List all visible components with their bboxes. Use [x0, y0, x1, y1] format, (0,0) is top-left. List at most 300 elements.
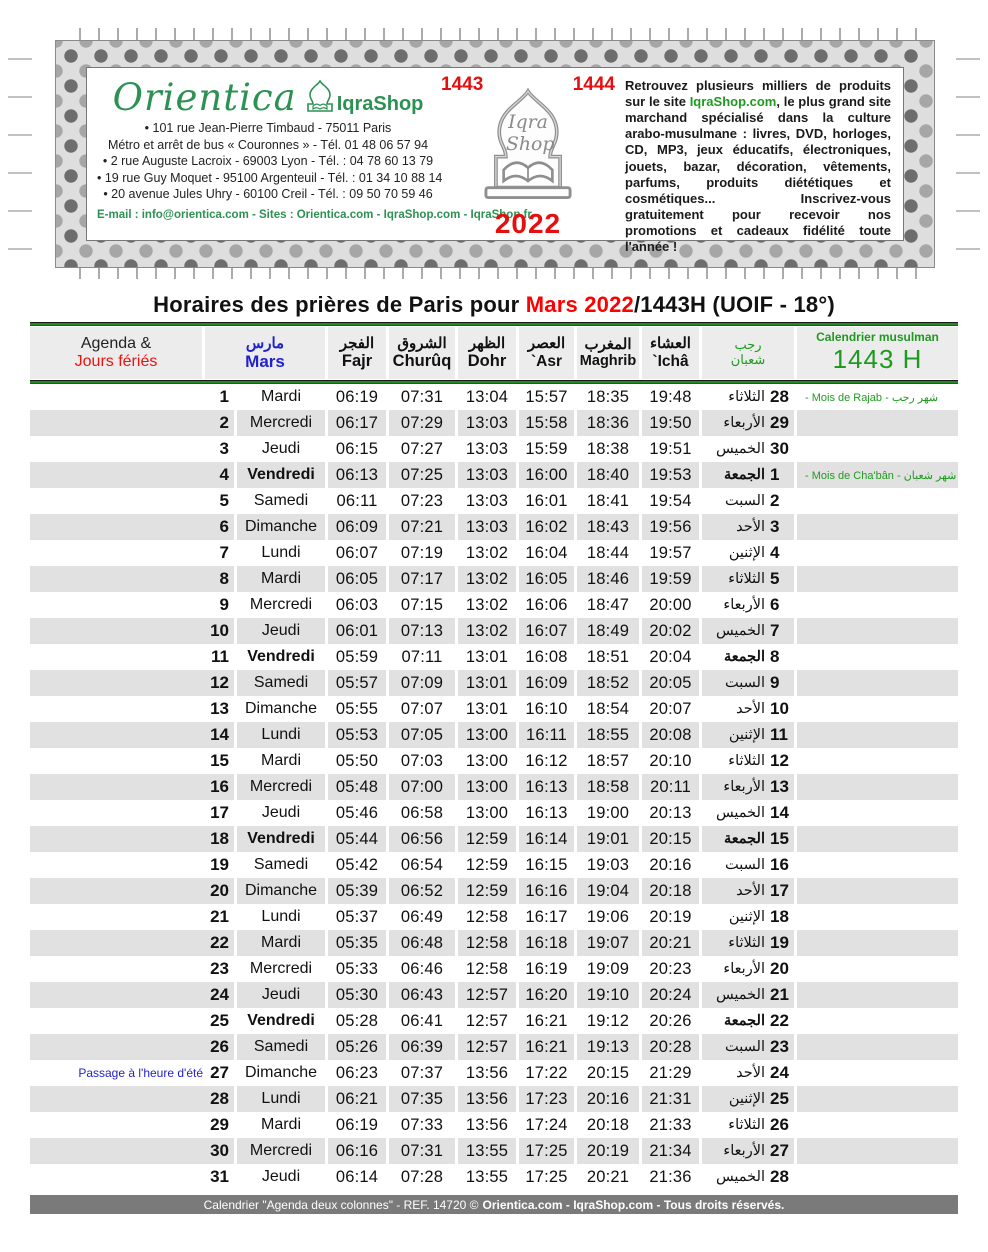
- dohr-time: 13:03: [458, 462, 516, 488]
- orientica-logo: Orientica: [112, 75, 297, 119]
- dohr-time: 12:58: [465, 959, 509, 978]
- churuq-time: 07:28: [400, 1167, 444, 1186]
- header-banner: [0, 0, 988, 288]
- dohr-time: 13:56: [465, 1115, 509, 1134]
- hijri-day: 3: [770, 517, 780, 536]
- fajr-time: 05:57: [328, 670, 386, 696]
- header-agenda-line2: Jours fériés: [74, 353, 158, 370]
- weekday-name-arabic: الأحد: [736, 701, 765, 717]
- weekday-name-arabic: السبت: [725, 493, 765, 509]
- dohr-time: 13:01: [465, 647, 509, 666]
- hijri-month-annotation: [797, 592, 958, 618]
- fajr-time: 05:59: [335, 647, 379, 666]
- weekday-name-arabic: الثلاثاء: [728, 571, 765, 587]
- table-row: [30, 696, 958, 722]
- weekday-name: Vendredi: [247, 1012, 315, 1029]
- icha-time: 20:08: [642, 722, 699, 748]
- asr-time: 16:08: [525, 647, 568, 666]
- table-row: [30, 1060, 958, 1086]
- header-prayer-column: [642, 327, 699, 379]
- dohr-time: 13:04: [465, 387, 509, 406]
- asr-time: 16:19: [525, 959, 568, 978]
- dohr-time: 13:56: [465, 1063, 509, 1082]
- asr-time: 15:57: [525, 387, 568, 406]
- gregorian-day: 21: [210, 907, 229, 926]
- fajr-time: 05:30: [328, 982, 386, 1008]
- title-suffix: /1443H (UOIF - 18°): [633, 292, 835, 317]
- table-row: [30, 436, 958, 462]
- gregorian-day: 29: [210, 1115, 229, 1134]
- gregorian-day: 23: [210, 959, 229, 978]
- dohr-time: 13:00: [465, 751, 509, 770]
- hijri-month-annotation: [797, 1164, 958, 1190]
- hijri-day: 13: [770, 777, 789, 796]
- prayer-name-arabic: العشاء: [650, 335, 691, 353]
- churuq-time: 06:48: [389, 930, 455, 956]
- iqrashop-logo-text: IqraShop: [336, 93, 424, 115]
- hijri-cell: [702, 1060, 794, 1086]
- hijri-day: 9: [770, 673, 780, 692]
- hijri-day: 29: [770, 413, 789, 432]
- churuq-time: 07:35: [389, 1086, 455, 1112]
- fajr-time: 06:01: [328, 618, 386, 644]
- agenda-cell: [30, 878, 234, 904]
- maghrib-time: 19:07: [577, 930, 639, 956]
- weekday-name-arabic: الأربعاء: [723, 961, 765, 977]
- fajr-time: 05:37: [335, 907, 379, 926]
- table-row: [30, 566, 958, 592]
- maghrib-time: 18:40: [577, 462, 639, 488]
- asr-time: 17:23: [519, 1086, 574, 1112]
- table-row: [30, 670, 958, 696]
- asr-time: 15:59: [525, 439, 568, 458]
- gregorian-day: 20: [210, 881, 229, 900]
- hijri-month-annotation: [797, 800, 958, 826]
- churuq-time: 07:09: [389, 670, 455, 696]
- icha-time: 20:19: [649, 907, 692, 926]
- gregorian-day: 19: [210, 855, 229, 874]
- dohr-time: 12:58: [465, 907, 509, 926]
- weekday-name-arabic: الخميس: [715, 623, 765, 639]
- footer-text-bold: Orientica.com - IqraShop.com - Tous droits réservés.: [482, 1197, 785, 1212]
- dohr-time: 13:02: [465, 595, 509, 614]
- asr-time: 16:04: [525, 543, 568, 562]
- gregorian-day: 24: [210, 985, 229, 1004]
- icha-time: 19:54: [649, 491, 692, 510]
- weekday-name: Mercredi: [249, 960, 313, 977]
- agenda-cell: [30, 1034, 234, 1060]
- hijri-day: 21: [770, 985, 789, 1004]
- promo-site-link[interactable]: IqraShop.com: [689, 94, 777, 110]
- agenda-cell: [30, 1086, 234, 1112]
- table-row: [30, 956, 958, 982]
- hijri-month-annotation: [797, 1034, 958, 1060]
- hijri-month-annotation: [797, 956, 958, 982]
- fajr-time: 05:35: [328, 930, 386, 956]
- dohr-time: 13:56: [458, 1086, 516, 1112]
- asr-time: 16:00: [519, 462, 574, 488]
- weekday-name-arabic: الخميس: [715, 1169, 765, 1185]
- asr-time: 16:05: [519, 566, 574, 592]
- table-row: [30, 852, 958, 878]
- gregorian-day: 1: [219, 387, 229, 406]
- hijri-cell: [702, 982, 794, 1008]
- maghrib-time: 18:52: [577, 670, 639, 696]
- weekday-name: Mardi: [260, 1116, 301, 1133]
- icha-time: 19:53: [642, 462, 699, 488]
- weekday-name-arabic: الثلاثاء: [728, 753, 765, 769]
- weekday-name-arabic: السبت: [725, 1039, 765, 1055]
- hijri-month-annotation: [797, 410, 958, 436]
- fajr-time: 06:16: [328, 1138, 386, 1164]
- churuq-time: 07:07: [400, 699, 444, 718]
- gregorian-day: 15: [210, 751, 229, 770]
- title-prefix: Horaires des prières de Paris pour: [153, 292, 526, 317]
- iqrashop-medallion: [472, 88, 584, 212]
- dohr-time: 13:02: [458, 566, 516, 592]
- maghrib-time: 18:43: [577, 514, 639, 540]
- maghrib-time: 19:00: [586, 803, 630, 822]
- agenda-cell: [30, 514, 234, 540]
- agenda-cell: [30, 852, 234, 878]
- fajr-time: 05:48: [328, 774, 386, 800]
- asr-time: 16:20: [519, 982, 574, 1008]
- churuq-time: 06:49: [400, 907, 444, 926]
- hijri-cell: [702, 436, 794, 462]
- fajr-time: 06:14: [335, 1167, 379, 1186]
- churuq-time: 07:05: [389, 722, 455, 748]
- hijri-day: 16: [770, 855, 789, 874]
- weekday-name-arabic: الجمعة: [724, 1013, 765, 1029]
- dohr-time: 12:57: [465, 1011, 509, 1030]
- prayer-name-latin: `Asr: [530, 352, 562, 370]
- gregorian-day: 13: [210, 699, 229, 718]
- dohr-time: 12:57: [458, 982, 516, 1008]
- maghrib-time: 18:49: [577, 618, 639, 644]
- weekday-name: Samedi: [237, 670, 325, 696]
- agenda-cell: [30, 384, 234, 410]
- icha-time: 20:10: [649, 751, 692, 770]
- agenda-cell: [30, 566, 234, 592]
- hijri-month-annotation: [797, 670, 958, 696]
- hijri-cell: [702, 1034, 794, 1060]
- dohr-time: 13:03: [465, 439, 509, 458]
- weekday-name: Dimanche: [237, 514, 325, 540]
- maghrib-time: 20:18: [586, 1115, 630, 1134]
- dohr-time: 13:02: [465, 543, 509, 562]
- maghrib-time: 18:41: [586, 491, 630, 510]
- icha-time: 20:02: [642, 618, 699, 644]
- asr-time: 16:16: [519, 878, 574, 904]
- green-rule-top: [30, 322, 958, 326]
- maghrib-time: 18:36: [577, 410, 639, 436]
- hijri-day: 22: [770, 1011, 789, 1030]
- gregorian-day: 2: [219, 413, 229, 432]
- gregorian-day: 10: [210, 621, 229, 640]
- fajr-time: 06:05: [328, 566, 386, 592]
- title-month: Mars 2022: [525, 292, 634, 317]
- agenda-cell: [30, 722, 234, 748]
- prayer-name-arabic: الظهر: [468, 334, 506, 352]
- email-line: E-mail : info@orientica.com - Sites : Orientica.com - IqraShop.com - IqraShop.fr: [97, 208, 532, 221]
- table-row: [30, 618, 958, 644]
- dohr-time: 12:57: [458, 1034, 516, 1060]
- icha-time: 20:05: [642, 670, 699, 696]
- weekday-name-arabic: الأربعاء: [723, 1143, 765, 1159]
- hijri-day: 12: [770, 751, 789, 770]
- hijri-month-annotation: [797, 748, 958, 774]
- gregorian-day: 4: [219, 465, 229, 484]
- maghrib-time: 19:10: [577, 982, 639, 1008]
- table-body: [30, 384, 958, 1190]
- hijri-cell: [702, 644, 794, 670]
- weekday-name-arabic: الأربعاء: [723, 415, 765, 431]
- churuq-time: 07:29: [389, 410, 455, 436]
- asr-time: 16:01: [525, 491, 568, 510]
- hijri-year-left: 1443: [441, 74, 484, 95]
- maghrib-time: 20:19: [577, 1138, 639, 1164]
- hijri-cell: [702, 852, 794, 878]
- hijri-month-annotation: [797, 878, 958, 904]
- weekday-name: Mercredi: [237, 410, 325, 436]
- maghrib-time: 18:58: [577, 774, 639, 800]
- fajr-time: 05:55: [335, 699, 379, 718]
- fajr-time: 06:19: [335, 387, 379, 406]
- weekday-name-arabic: السبت: [725, 675, 765, 691]
- icha-time: 20:00: [649, 595, 692, 614]
- address-line: • 20 avenue Jules Uhry - 60100 Creil - Tél. : 09 50 70 59 46: [103, 187, 433, 201]
- dohr-time: 13:55: [458, 1138, 516, 1164]
- churuq-time: 06:56: [389, 826, 455, 852]
- hijri-cell: [702, 696, 794, 722]
- hijri-month-annotation: [797, 852, 958, 878]
- maghrib-time: 19:01: [577, 826, 639, 852]
- hijri-day: 7: [770, 621, 780, 640]
- hijri-day: 24: [770, 1063, 789, 1082]
- weekday-name-arabic: الإثنين: [728, 727, 765, 743]
- hijri-month-annotation: [797, 696, 958, 722]
- maghrib-time: 19:03: [586, 855, 630, 874]
- asr-time: 16:06: [525, 595, 568, 614]
- asr-time: 17:25: [519, 1138, 574, 1164]
- table-row: [30, 722, 958, 748]
- icha-time: 20:07: [649, 699, 692, 718]
- table-row: [30, 592, 958, 618]
- weekday-name-arabic: الأربعاء: [723, 779, 765, 795]
- gregorian-day: 17: [210, 803, 229, 822]
- churuq-time: 07:13: [389, 618, 455, 644]
- hijri-year-right: 1444: [572, 74, 615, 95]
- hijri-day: 1: [770, 465, 780, 484]
- weekday-name: Mercredi: [237, 774, 325, 800]
- churuq-time: 07:25: [389, 462, 455, 488]
- gregorian-day: 18: [210, 829, 229, 848]
- churuq-time: 07:11: [401, 647, 443, 666]
- dohr-time: 13:01: [458, 670, 516, 696]
- hijri-cell: [702, 904, 794, 930]
- table-row: [30, 1112, 958, 1138]
- table-row: [30, 1034, 958, 1060]
- prayer-name-latin: `Ichâ: [652, 352, 689, 370]
- hijri-month-annotation: [797, 826, 958, 852]
- hijri-cell: [702, 826, 794, 852]
- agenda-cell: [30, 904, 234, 930]
- fajr-time: 05:46: [335, 803, 379, 822]
- dohr-time: 13:03: [458, 410, 516, 436]
- prayer-name-arabic: الفجر: [339, 334, 375, 352]
- table-row: [30, 384, 958, 410]
- binder-marks-right: [956, 58, 980, 258]
- table-row: [30, 774, 958, 800]
- icha-time: 20:18: [642, 878, 699, 904]
- agenda-cell: [30, 748, 234, 774]
- maghrib-time: 19:13: [577, 1034, 639, 1060]
- fajr-time: 06:17: [328, 410, 386, 436]
- icha-time: 20:26: [649, 1011, 692, 1030]
- icha-time: 20:21: [642, 930, 699, 956]
- weekday-name: Lundi: [261, 544, 301, 561]
- asr-time: 16:11: [519, 722, 574, 748]
- weekday-name: Mercredi: [237, 1138, 325, 1164]
- weekday-name-arabic: الثلاثاء: [728, 935, 765, 951]
- dohr-time: 12:59: [458, 826, 516, 852]
- hijri-day: 10: [770, 699, 789, 718]
- table-row: [30, 540, 958, 566]
- agenda-cell: [30, 462, 234, 488]
- icha-time: 19:48: [649, 387, 692, 406]
- agenda-cell: [30, 644, 234, 670]
- medallion-word-iqra: Iqra: [508, 111, 548, 133]
- icha-time: 19:59: [642, 566, 699, 592]
- hijri-month-annotation: [797, 930, 958, 956]
- maghrib-time: 18:54: [586, 699, 630, 718]
- muslim-calendar-year: 1443 H: [832, 343, 923, 374]
- gregorian-day: 30: [210, 1141, 229, 1160]
- hijri-month-annotation: [797, 644, 958, 670]
- weekday-name: Lundi: [237, 722, 325, 748]
- weekday-name: Mardi: [260, 752, 301, 769]
- churuq-time: 06:46: [400, 959, 444, 978]
- maghrib-time: 20:21: [586, 1167, 630, 1186]
- agenda-cell: [30, 696, 234, 722]
- asr-time: 17:22: [525, 1063, 568, 1082]
- prayer-name-arabic: الشروق: [397, 334, 447, 352]
- hijri-month-annotation: [797, 982, 958, 1008]
- prayer-name-latin: Dohr: [467, 352, 507, 371]
- churuq-time: 07:19: [400, 543, 444, 562]
- gregorian-day: 11: [211, 647, 229, 666]
- hijri-month-annotation: [797, 1008, 958, 1034]
- hijri-day: 17: [770, 881, 789, 900]
- header-prayer-column: [458, 327, 516, 379]
- fajr-time: 06:19: [335, 1115, 379, 1134]
- asr-time: 17:25: [525, 1167, 568, 1186]
- hijri-cell: [702, 540, 794, 566]
- weekday-name-arabic: الثلاثاء: [728, 389, 765, 405]
- hijri-cell: [702, 618, 794, 644]
- asr-time: 16:14: [519, 826, 574, 852]
- icha-time: 20:24: [642, 982, 699, 1008]
- hijri-day: 4: [770, 543, 780, 562]
- hijri-month-annotation: [797, 514, 958, 540]
- gregorian-day: 8: [219, 569, 229, 588]
- table-row: [30, 930, 958, 956]
- medallion-word-shop: Shop: [506, 134, 555, 155]
- hijri-cell: [702, 722, 794, 748]
- fajr-time: 05:50: [335, 751, 379, 770]
- icha-time: 19:50: [642, 410, 699, 436]
- maghrib-time: 19:12: [586, 1011, 630, 1030]
- header-prayer-column: [577, 327, 639, 379]
- weekday-name: Jeudi: [261, 804, 301, 821]
- weekday-name-arabic: الجمعة: [724, 649, 765, 665]
- fajr-time: 06:15: [335, 439, 379, 458]
- prayer-name-arabic: المغرب: [584, 336, 632, 354]
- asr-time: 16:07: [519, 618, 574, 644]
- fajr-time: 05:53: [328, 722, 386, 748]
- header-month-arabic: مارس: [245, 334, 285, 352]
- gregorian-day: 22: [210, 933, 229, 952]
- fajr-time: 06:07: [335, 543, 379, 562]
- weekday-name-arabic: الإثنين: [728, 1091, 765, 1107]
- hijri-day: 30: [770, 439, 789, 458]
- gregorian-day: 31: [210, 1167, 229, 1186]
- table-row: [30, 1138, 958, 1164]
- gregorian-day: 27: [210, 1063, 229, 1082]
- maghrib-time: 18:51: [586, 647, 630, 666]
- hijri-month-annotation: [797, 1086, 958, 1112]
- hijri-month-annotation: - Mois de Rajab - شهر رجب: [805, 391, 939, 404]
- table-row: [30, 488, 958, 514]
- weekday-name: Vendredi: [247, 648, 315, 665]
- asr-time: 16:12: [525, 751, 568, 770]
- weekday-name: Dimanche: [244, 1064, 318, 1081]
- prayer-name-latin: Fajr: [341, 352, 373, 371]
- hijri-day: 28: [770, 1167, 789, 1186]
- hijri-month-annotation: [797, 722, 958, 748]
- footer-text-normal: Calendrier "Agenda deux colonnes" - REF. 14720 ©: [203, 1197, 479, 1212]
- hijri-cell: [702, 956, 794, 982]
- hijri-cell: [702, 1086, 794, 1112]
- weekday-name: Mardi: [237, 566, 325, 592]
- header-hijri-months: [702, 327, 794, 379]
- weekday-name: Jeudi: [237, 618, 325, 644]
- icha-time: 20:04: [649, 647, 692, 666]
- fajr-time: 05:26: [328, 1034, 386, 1060]
- hijri-cell: [702, 930, 794, 956]
- gregorian-day: 14: [210, 725, 229, 744]
- maghrib-time: 18:35: [586, 387, 630, 406]
- weekday-name-arabic: الأربعاء: [723, 597, 765, 613]
- hijri-day: 20: [770, 959, 789, 978]
- fajr-time: 06:21: [328, 1086, 386, 1112]
- address-line: • 2 rue Auguste Lacroix - 69003 Lyon - Tél. : 04 78 60 13 79: [102, 154, 434, 168]
- hijri-day: 26: [770, 1115, 789, 1134]
- hijri-cell: [702, 384, 794, 410]
- hijri-month-annotation: - Mois de Cha'bân - شهر شعبان: [797, 462, 958, 488]
- gregorian-day: 6: [219, 517, 229, 536]
- table-row: [30, 826, 958, 852]
- agenda-note: Passage à l'heure d'été: [78, 1066, 203, 1080]
- table-row: [30, 748, 958, 774]
- promo-block: [617, 68, 903, 255]
- fajr-time: 06:03: [335, 595, 379, 614]
- weekday-name-arabic: الأحد: [736, 1065, 765, 1081]
- table-row: [30, 410, 958, 436]
- weekday-name: Samedi: [253, 856, 309, 873]
- muslim-calendar-label: Calendrier musulman: [816, 330, 939, 345]
- promo-text: [625, 78, 891, 255]
